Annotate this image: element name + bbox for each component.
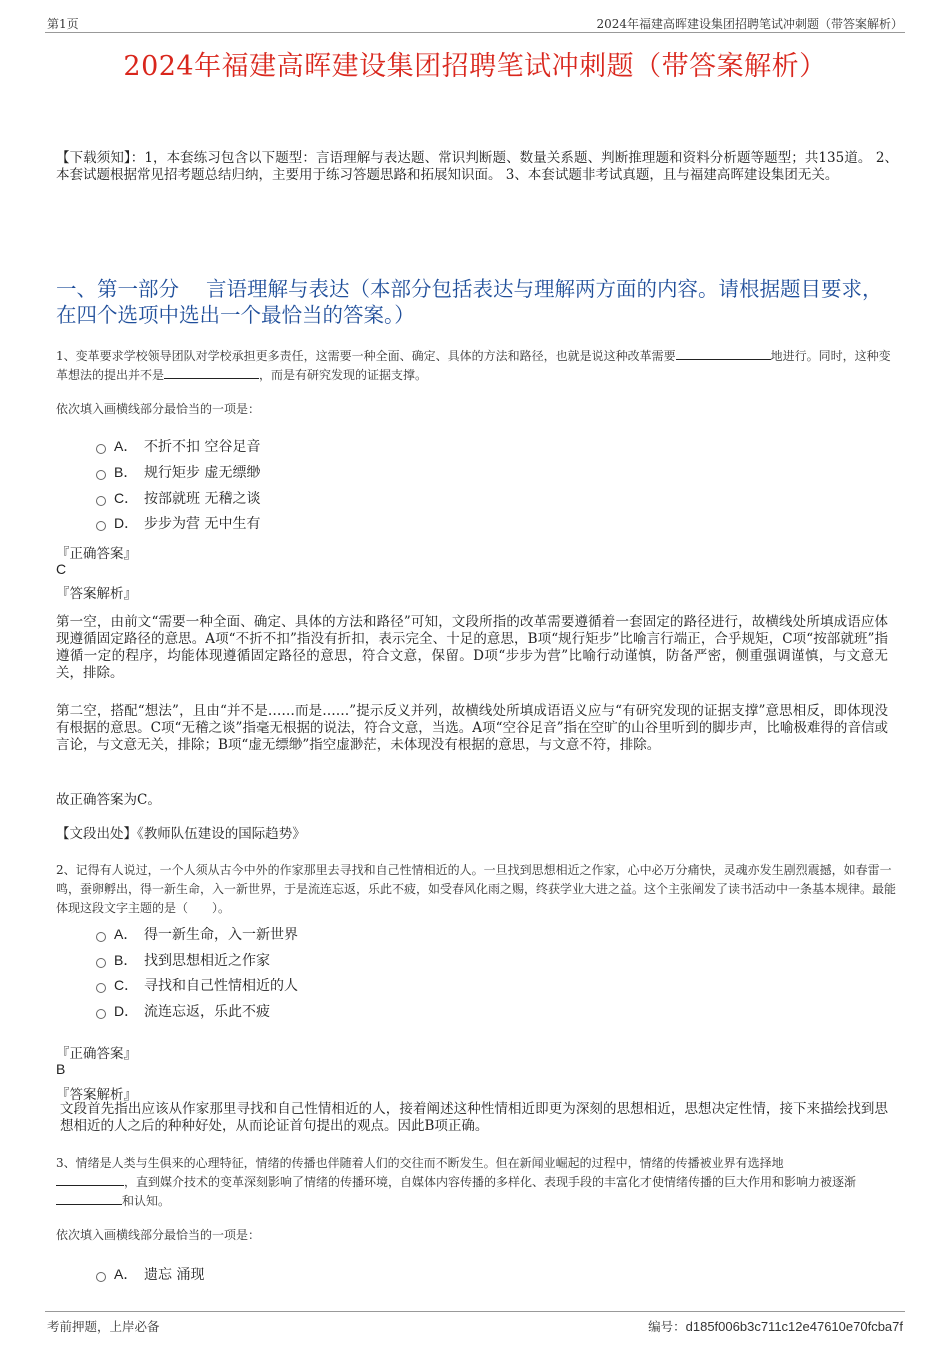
q1-analysis-p1: 第一空，由前文“需要一种全面、确定、具体的方法和路径”可知，文段所指的改革需要遵循着一套固定的路径进行，故横线处所填成语应体现遵循固定路径的意思。A项“不折不扣”指没有折扣，表示完全、十足的意思，B项“规行矩步”比喻言行端正，合乎规矩，C项“按部就班”指遵循一定的程序，均能体现遵循固定路径的意思，符合文意，保留。D项“步步为营”比喻行动谨慎，防备严密，侧重强调谨慎，与文意无关，排除。 [56,614,888,681]
question-1-stem: 1、变革要求学校领导团队对学校承担更多责任，这需要一种全面、确定、具体的方法和路径，也就是说这种改革需要 地进行。同时，这种变革想法的提出并不是 ，而是有研究发现的证据支撑。 [56,349,891,382]
answer-blank [164,367,259,379]
header-doc-title: 2024年福建高晖建设集团招聘笔试冲刺题（带答案解析） [596,17,903,31]
q1-analysis-p2: 第二空，搭配“想法”，且由“并不是……而是……”提示反义并列，故横线处所填成语语义应与“有研究发现的证据支撑”意思相反，即体现没有根据的意思。C项“无稽之谈”指毫无根据的说法，符合文意，当选。A项“空谷足音”指在空旷的山谷里听到的脚步声，比喻极难得的音信或言论，与文意无关，排除；B项“虚无缥缈”指空虚渺茫，未体现没有根据的意思，与文意不符，排除。 [56,703,888,753]
q1-option-b[interactable]: B． 规行矩步 虚无缥缈 [96,462,260,482]
answer-blank [676,348,771,360]
question-1-prompt: 依次填入画横线部分最恰当的一项是： [56,402,261,416]
radio-icon[interactable] [96,1009,106,1019]
q1-option-a[interactable]: A． 不折不扣 空谷足音 [96,436,260,456]
q1-option-c[interactable]: C． 按部就班 无稽之谈 [96,488,260,508]
q2-option-d[interactable]: D． 流连忘返，乐此不疲 [96,1001,270,1021]
q2-option-b[interactable]: B． 找到思想相近之作家 [96,950,270,970]
q1-source: 【文段出处】《教师队伍建设的国际趋势》 [56,826,306,842]
q2-answer-label: 『正确答案』 [56,1046,137,1062]
radio-icon[interactable] [96,958,106,968]
question-3-prompt: 依次填入画横线部分最恰当的一项是： [56,1228,261,1242]
radio-icon[interactable] [96,470,106,480]
q1-analysis-label: 『答案解析』 [56,586,137,602]
q3-option-a[interactable]: A． 遗忘 涌现 [96,1264,204,1284]
q2-analysis-label: 『答案解析』 [56,1087,137,1103]
question-3-stem: 3、情绪是人类与生俱来的心理特征，情绪的传播也伴随着人们的交往而不断发生。但在新闻业崛起的过程中，情绪的传播被业界有选择地 ，直到媒介技术的变革深刻影响了情绪的传播环境，自媒体内容传播的多样化、表现手段的丰富化才使情绪传播的巨大作用和影响力被逐渐和认知。 [56,1156,857,1208]
section-heading: 一、第一部分 言语理解与表达（本部分包括表达与理解两方面的内容。请根据题目要求，在四个选项中选出一个最恰当的答案。） [56,277,883,327]
footer-slogan: 考前押题，上岸必备 [47,1319,160,1334]
answer-blank [56,1193,122,1205]
q2-answer: B [56,1061,66,1077]
question-2-stem: 2、记得有人说过，一个人须从古今中外的作家那里去寻找和自己性情相近的人。一旦找到思想相近之作家，心中必万分痛快，灵魂亦发生剧烈震撼，如春雷一鸣，蚕卵孵出，得一新生命，入一新世界，于是流连忘返，乐此不疲，如受春风化雨之赐，终获学业大进之益。这个主张阐发了读书活动中一条基本规律。最能体现这段文字主题的是（ ）。 [56,863,897,915]
q2-option-a[interactable]: A． 得一新生命，入一新世界 [96,924,298,944]
q1-answer-label: 『正确答案』 [56,546,137,562]
page-header [45,14,905,33]
radio-icon[interactable] [96,983,106,993]
radio-icon[interactable] [96,496,106,506]
page-number: 第1页 [47,17,79,31]
radio-icon[interactable] [96,521,106,531]
document-title: 2024年福建高晖建设集团招聘笔试冲刺题（带答案解析） [123,51,827,82]
radio-icon[interactable] [96,932,106,942]
answer-blank [56,1174,124,1186]
download-notice: 【下载须知】：1，本套练习包含以下题型：言语理解与表达题、常识判断题、数量关系题、判断推理题和资料分析题等题型；共135道。 2、本套试题根据常见招考题总结归纳，主要用于练习答题思路和拓展知识面。 3、本套试题非考试真题，且与福建高晖建设集团无关。 [56,150,898,183]
radio-icon[interactable] [96,444,106,454]
page-footer [45,1311,905,1332]
q1-answer: C [56,561,67,577]
footer-code: 编号：d185f006b3c711c12e47610e70fcba7f [648,1319,903,1334]
q2-option-c[interactable]: C． 寻找和自己性情相近的人 [96,975,298,995]
q1-conclusion: 故正确答案为C。 [56,792,161,808]
q2-analysis: 文段首先指出应该从作家那里寻找和自己性情相近的人，接着阐述这种性情相近即更为深刻的思想相近，思想决定性情，接下来描绘找到思想相近的人之后的种种好处，从而论证首句提出的观点。因此B项正确。 [60,1101,888,1134]
radio-icon[interactable] [96,1272,106,1282]
q1-option-d[interactable]: D． 步步为营 无中生有 [96,513,260,533]
